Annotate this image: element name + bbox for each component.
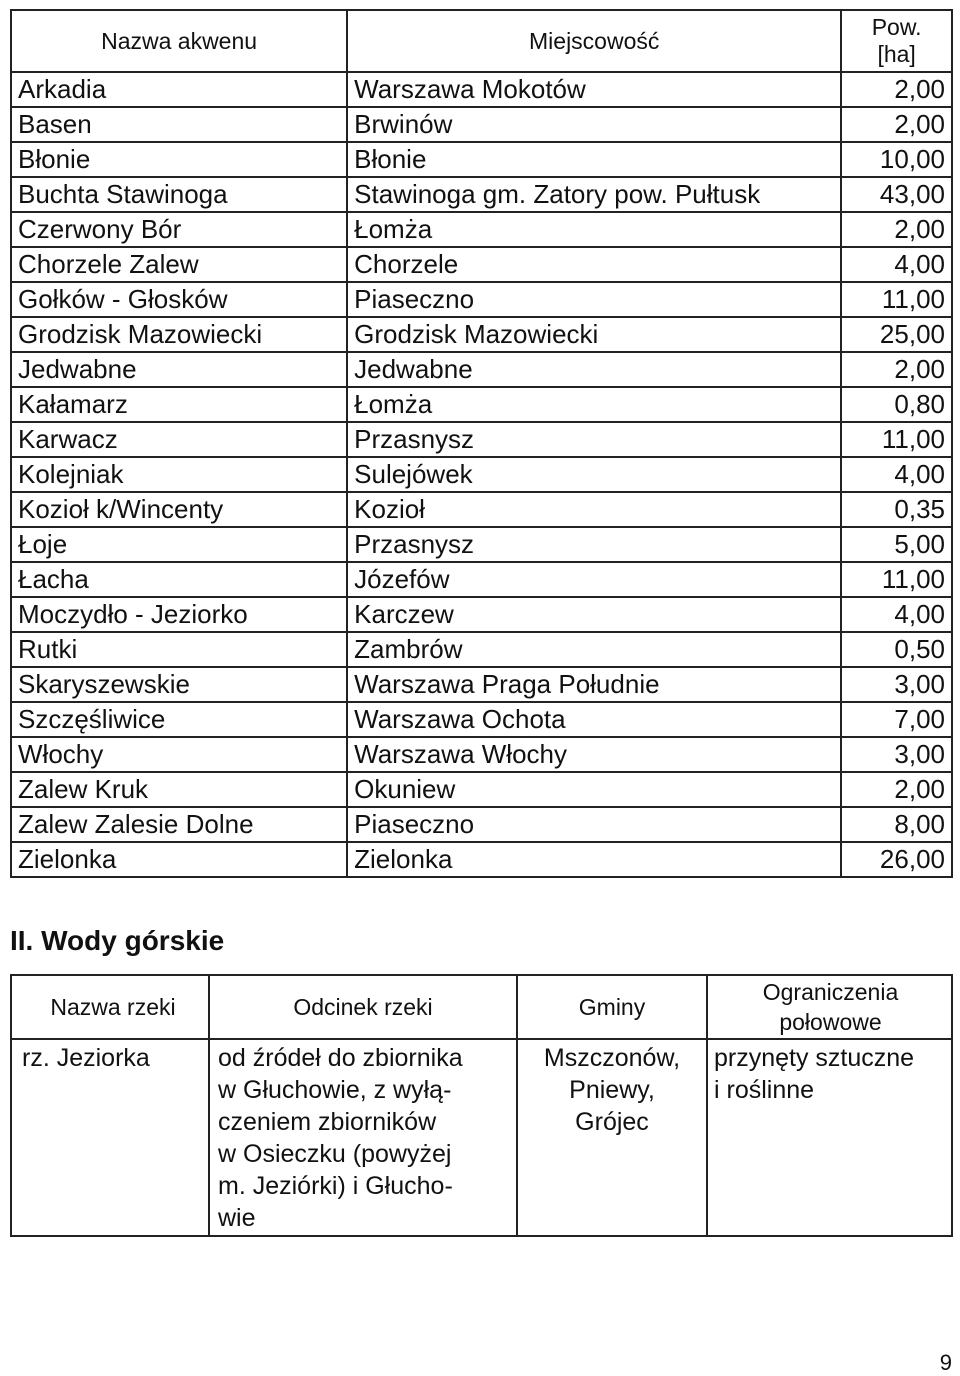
area-ha: 5,00 <box>841 527 952 562</box>
table-row <box>11 562 952 597</box>
river-name: rz. Jeziorka <box>11 1039 209 1236</box>
reservoir-name: Karwacz <box>11 422 347 457</box>
locality: Piaseczno <box>347 282 841 317</box>
locality: Łomża <box>347 387 841 422</box>
table-header-row <box>11 10 952 72</box>
table-row <box>11 597 952 632</box>
reservoir-name: Kałamarz <box>11 387 347 422</box>
section-heading: II. Wody górskie <box>10 925 225 956</box>
reservoir-name: Gołków - Głosków <box>11 282 347 317</box>
commune: Grójec <box>575 1108 649 1136</box>
header-limits-line2: połowowe <box>779 1009 882 1035</box>
reservoir-name: Rutki <box>11 632 347 667</box>
table-row <box>11 632 952 667</box>
area-ha: 3,00 <box>841 667 952 702</box>
reservoir-name: Chorzele Zalew <box>11 247 347 282</box>
reservoir-name: Łacha <box>11 562 347 597</box>
reservoir-name: Arkadia <box>11 72 347 107</box>
header-limits <box>707 975 952 1039</box>
reservoir-name: Jedwabne <box>11 352 347 387</box>
header-communes: Gminy <box>517 975 707 1039</box>
locality: Warszawa Włochy <box>347 737 841 772</box>
reservoir-name: Grodzisk Mazowiecki <box>11 317 347 352</box>
area-ha: 2,00 <box>841 72 952 107</box>
locality: Łomża <box>347 212 841 247</box>
area-ha: 0,35 <box>841 492 952 527</box>
area-ha: 2,00 <box>841 772 952 807</box>
locality: Józefów <box>347 562 841 597</box>
table-row <box>11 527 952 562</box>
table-row <box>11 177 952 212</box>
area-ha: 2,00 <box>841 107 952 142</box>
segment-line: wie <box>218 1204 256 1232</box>
reservoir-name: Kolejniak <box>11 457 347 492</box>
area-ha: 11,00 <box>841 422 952 457</box>
area-ha: 4,00 <box>841 247 952 282</box>
reservoir-name: Zalew Zalesie Dolne <box>11 807 347 842</box>
segment-line: czeniem zbiorników <box>218 1108 437 1136</box>
locality: Błonie <box>347 142 841 177</box>
area-ha: 4,00 <box>841 457 952 492</box>
area-ha: 0,80 <box>841 387 952 422</box>
area-ha: 26,00 <box>841 842 952 877</box>
locality: Zambrów <box>347 632 841 667</box>
locality: Stawinoga gm. Zatory pow. Pułtusk <box>347 177 841 212</box>
reservoir-name: Zielonka <box>11 842 347 877</box>
locality: Brwinów <box>347 107 841 142</box>
segment-line: w Głuchowie, z wyłą- <box>218 1076 452 1104</box>
table-row <box>11 457 952 492</box>
area-ha: 4,00 <box>841 597 952 632</box>
reservoir-name: Łoje <box>11 527 347 562</box>
area-ha: 7,00 <box>841 702 952 737</box>
reservoir-name: Czerwony Bór <box>11 212 347 247</box>
header-locality: Miejscowość <box>347 10 841 72</box>
header-river-segment: Odcinek rzeki <box>209 975 517 1039</box>
table-row <box>11 422 952 457</box>
segment-line: w Osieczku (powyżej <box>218 1140 452 1168</box>
table-row <box>11 492 952 527</box>
reservoirs-table-body <box>11 72 952 877</box>
reservoir-name: Błonie <box>11 142 347 177</box>
reservoir-name: Szczęśliwice <box>11 702 347 737</box>
locality: Grodzisk Mazowiecki <box>347 317 841 352</box>
mountain-waters-table <box>10 974 953 1237</box>
area-ha: 2,00 <box>841 352 952 387</box>
area-ha: 8,00 <box>841 807 952 842</box>
reservoir-name: Moczydło - Jeziorko <box>11 597 347 632</box>
table-row <box>11 282 952 317</box>
reservoir-name: Kozioł k/Wincenty <box>11 492 347 527</box>
header-area <box>841 10 952 72</box>
area-ha: 11,00 <box>841 282 952 317</box>
table-row <box>11 317 952 352</box>
area-ha: 11,00 <box>841 562 952 597</box>
segment-line: m. Jeziórki) i Głucho- <box>218 1172 453 1200</box>
table-row <box>11 772 952 807</box>
locality: Przasnysz <box>347 527 841 562</box>
table-row <box>11 212 952 247</box>
table-header-row <box>11 975 952 1039</box>
area-ha: 0,50 <box>841 632 952 667</box>
commune: Mszczonów, <box>543 1044 681 1072</box>
header-river-name: Nazwa rzeki <box>11 975 209 1039</box>
locality: Chorzele <box>347 247 841 282</box>
table-row <box>11 142 952 177</box>
area-ha: 25,00 <box>841 317 952 352</box>
locality: Piaseczno <box>347 807 841 842</box>
locality: Warszawa Ochota <box>347 702 841 737</box>
area-ha: 2,00 <box>841 212 952 247</box>
area-ha: 3,00 <box>841 737 952 772</box>
table-row <box>11 667 952 702</box>
segment-line: od źródeł do zbiornika <box>218 1044 463 1072</box>
reservoir-name: Buchta Stawinoga <box>11 177 347 212</box>
table-row <box>11 1039 952 1236</box>
river-segment <box>209 1039 517 1236</box>
area-ha: 10,00 <box>841 142 952 177</box>
locality: Karczew <box>347 597 841 632</box>
header-limits-line1: Ograniczenia <box>762 979 899 1005</box>
locality: Okuniew <box>347 772 841 807</box>
reservoir-name: Basen <box>11 107 347 142</box>
table-row <box>11 107 952 142</box>
header-name: Nazwa akwenu <box>11 10 347 72</box>
locality: Sulejówek <box>347 457 841 492</box>
commune: Pniewy, <box>569 1076 655 1104</box>
fishing-limits <box>707 1039 952 1236</box>
locality: Jedwabne <box>347 352 841 387</box>
locality: Warszawa Praga Południe <box>347 667 841 702</box>
reservoir-name: Skaryszewskie <box>11 667 347 702</box>
locality: Kozioł <box>347 492 841 527</box>
page-number: 9 <box>939 1350 952 1375</box>
locality: Przasnysz <box>347 422 841 457</box>
table-row <box>11 702 952 737</box>
table-row <box>11 737 952 772</box>
header-area-label: Pow. <box>871 14 922 40</box>
reservoir-name: Zalew Kruk <box>11 772 347 807</box>
area-ha: 43,00 <box>841 177 952 212</box>
locality: Warszawa Mokotów <box>347 72 841 107</box>
table-row <box>11 842 952 877</box>
table-row <box>11 247 952 282</box>
limit-line: przynęty sztuczne <box>714 1044 915 1072</box>
locality: Zielonka <box>347 842 841 877</box>
table-row <box>11 387 952 422</box>
header-area-unit: [ha] <box>877 41 916 67</box>
reservoirs-table <box>10 9 953 878</box>
communes <box>517 1039 707 1236</box>
reservoir-name: Włochy <box>11 737 347 772</box>
table-row <box>11 352 952 387</box>
limit-line: i roślinne <box>714 1076 815 1104</box>
table-row <box>11 807 952 842</box>
table-row <box>11 72 952 107</box>
